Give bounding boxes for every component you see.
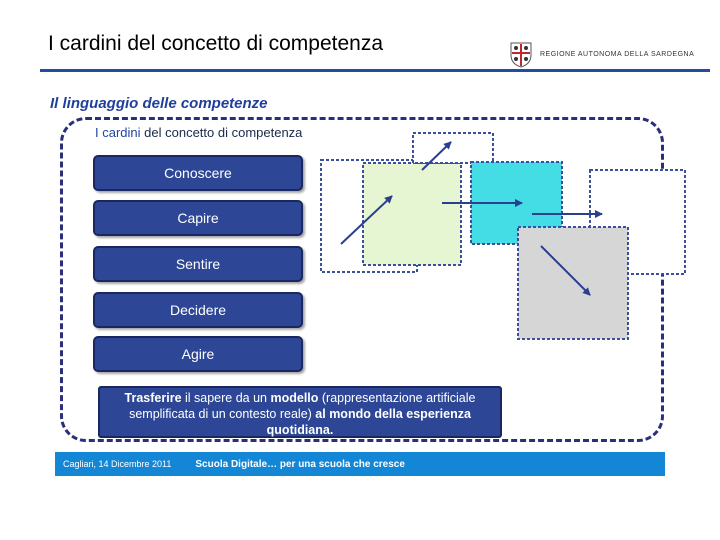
note-bold-2: modello (270, 391, 319, 405)
step-sentire: Sentire (93, 246, 303, 282)
step-agire: Agire (93, 336, 303, 372)
step-conoscere: Conoscere (93, 155, 303, 191)
title-rule (40, 69, 710, 72)
step-capire: Capire (93, 200, 303, 236)
footer-date: Cagliari, 14 Dicembre 2011 (63, 459, 172, 469)
note-text-1: il sapere da un (181, 391, 271, 405)
sardinia-crest-icon (508, 40, 534, 68)
note-bold-3: al mondo della esperienza quotidiana. (266, 407, 471, 437)
inner-caption-highlight: I cardini (95, 125, 141, 140)
note-text-2: (rappresentazione artificiale semplificata di un contesto reale) (129, 391, 476, 421)
footer-text: Scuola Digitale… per una scuola che cresce (195, 458, 405, 470)
footer-bar (55, 452, 665, 476)
logo (508, 40, 708, 68)
step-decidere: Decidere (93, 292, 303, 328)
inner-caption (95, 125, 302, 140)
definition-box (98, 386, 502, 438)
logo-text: REGIONE AUTONOMA DELLA SARDEGNA (540, 50, 695, 58)
slide-subtitle: Il linguaggio delle competenze (50, 95, 268, 112)
note-bold-1: Trasferire (124, 391, 182, 405)
inner-caption-rest: del concetto di competenza (140, 125, 303, 140)
slide-title: I cardini del concetto di competenza (48, 32, 384, 55)
